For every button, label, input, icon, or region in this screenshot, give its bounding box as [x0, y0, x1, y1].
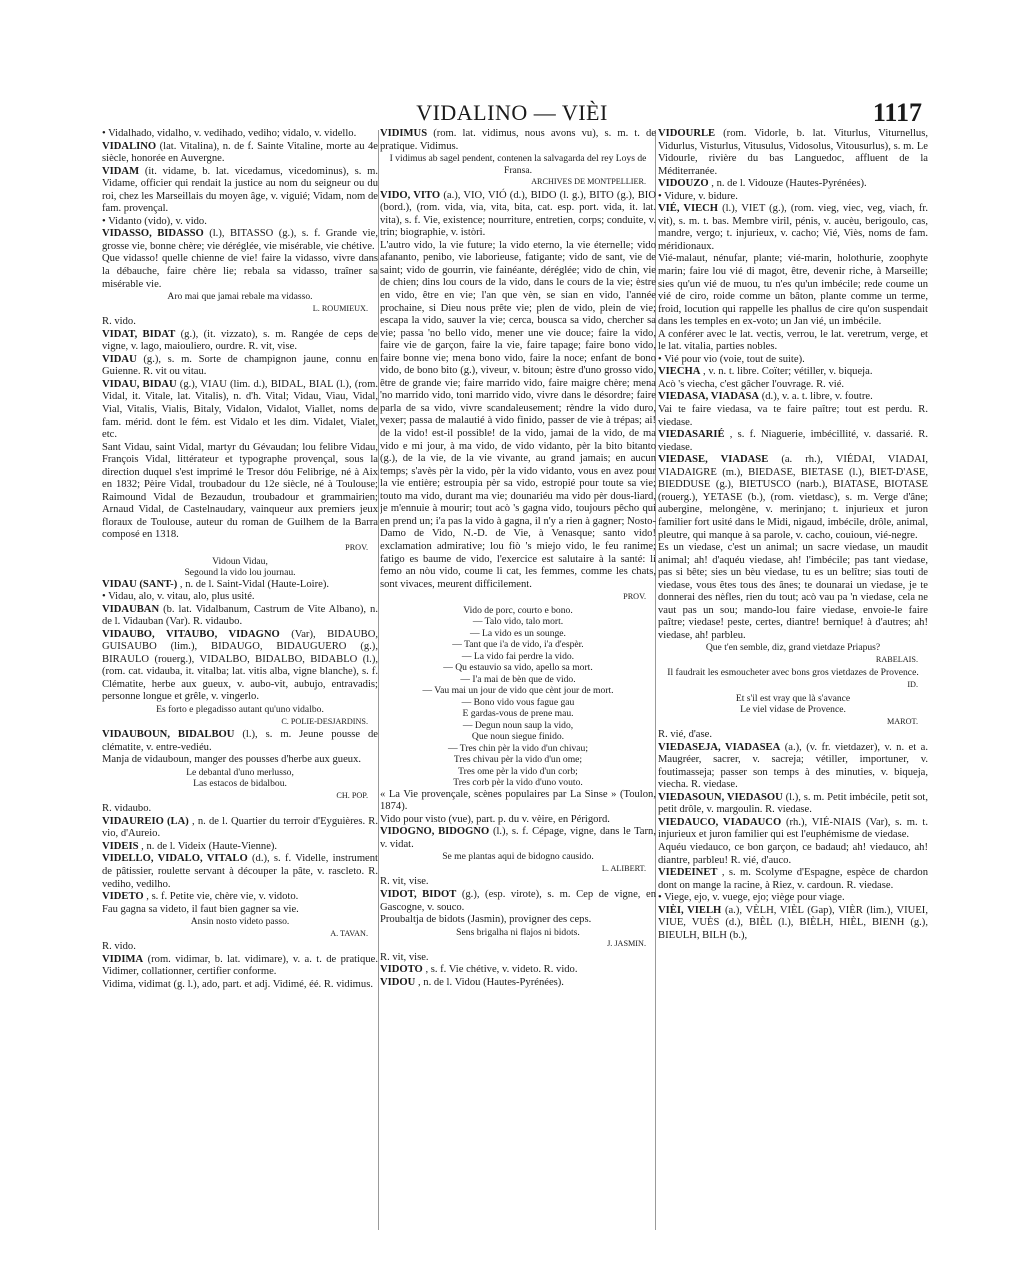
quotation-line: E gardas-vous de prene mau. [462, 708, 574, 720]
entry-headword: VIEDAUCO, VIADAUCO [658, 816, 782, 828]
dictionary-entry [102, 141, 378, 166]
dictionary-entry [102, 354, 378, 379]
entry-text: Fau gagna sa videto, il faut bien gagner sa vie. [102, 903, 299, 915]
entry-text: , v. n. t. libre. Coïter; vétiller, v. biqueja. [703, 366, 873, 378]
quotation-line: Le debantal d'uno merlusso, [186, 766, 294, 778]
dictionary-entry [102, 891, 378, 904]
entry-text: Vié-malaut, nénufar, plante; vié-marin, holothurie, zoophyte marin; faire lou vié di magot, être, devenir riche, à Marseille; sies qu'un vié de muou, tu n'es qu'un imbécile; rede coume un vié de ciro, roide comme un bâton, plante comme un terme, froid, locution qui rappelle les phallus de cire qu'on suspendait dans les temples en ex-voto; un Jan vié, un imbécile. [658, 253, 928, 328]
column-middle [380, 128, 656, 1233]
entry-text: R. vidaubo. [102, 803, 152, 815]
entry-headword: VIECHA [658, 366, 701, 378]
quotation-line: — Qu estauvio sa vido, apello sa mort. [443, 662, 593, 674]
entry-paragraph [658, 191, 928, 204]
entry-paragraph [102, 979, 378, 992]
entry-paragraph [102, 591, 378, 604]
entry-headword: VIÉ, VIECH [658, 203, 719, 215]
quotation-line: — Vau mai un jour de vido que cènt jour de mort. [422, 685, 614, 697]
entry-text: (it. vidame, b. lat. vicedamus, vicedominus), s. m. Vidame, officier qui rendait la justice au nom du seigneur ou du roi, chez les Marseillais du moyen âge, v. viguié; Vidam, nom de fam. provençal. [102, 165, 378, 215]
entry-text: (l.), BITASSO (g.), s. f. Grande vie, grosse vie, bonne chère; vie déréglée, vie misérable, vie chétive. [102, 228, 378, 252]
entry-text: (Var), BIDAUBO, GUISAUBO (lim.), BIDAUGO, BIDAUGUERO (g.), BIRAULO (rouerg.), VIDALBO, BIDALBO, BIDABLO (l.), (rom. cat. vidauba, it. vitalba; lat. vitis alba, vigne blanche), s. f. Clématite, herbe aux gueux, v. aubo-vit, aubujo, entravadis; personne longue et grêle, v. vingerlo. [102, 628, 378, 703]
entry-paragraph [380, 240, 656, 591]
entry-text: R. vié, d'ase. [658, 729, 712, 741]
entry-text: (a.), VÈLH, VIÈL (Gap), VIÈR (lim.), VIUEI, VIUE, VUÈS (d.), BIÈL (l.), BIÈLH, HIÈL, BIENH (g.), BIEULH, BILH (b.), [658, 904, 928, 941]
entry-paragraph [658, 253, 928, 328]
quotation-line: Segound la vido lou journau. [184, 567, 296, 579]
entry-text: (b. lat. Vidalbanum, Castrum de Vite Albano), n. de l. Vidauban (Var). R. vidaubo. [102, 603, 378, 628]
entry-text: A conférer avec le lat. vectis, verrou, le lat. veretrum, verge, et le lat. vitalia, parties nobles. [658, 328, 928, 353]
entry-text: Proubaltja de bidots (Jasmin), provigner des ceps. [380, 914, 592, 926]
entry-headword: VIDAT, BIDAT [102, 328, 176, 340]
quotation-line: Et s'il est vray que là s'avance [735, 692, 851, 704]
entry-paragraph [102, 904, 378, 917]
entry-paragraph [102, 216, 378, 229]
quotation-source: CH. POP. [336, 790, 368, 800]
dictionary-entry [658, 817, 928, 842]
entry-text: • Vidanto (vido), v. vido. [102, 215, 207, 227]
entry-paragraph [102, 128, 378, 141]
quotation-line: Tres chivau pèr la vido d'un ome; [453, 754, 583, 766]
quotation-line: — I'a mai de bèn que de vido. [460, 673, 576, 685]
entry-paragraph [102, 442, 378, 542]
dictionary-entry [102, 629, 378, 704]
entry-text: (rom. lat. vidimus, nous avons vu), s. m. t. de pratique. Vidimus. [380, 128, 656, 152]
entry-text: R. vit, vise. [380, 951, 429, 963]
column-right [658, 128, 928, 1233]
quotation-line: — La vido es un sounge. [470, 627, 566, 639]
dictionary-entry [102, 816, 378, 841]
quotation-line: Tres corb pèr la vido d'uno vouto. [453, 777, 583, 789]
entry-text: (d.), v. a. t. libre, v. foutre. [761, 391, 873, 403]
entry-headword: VIDOUZO [658, 178, 709, 190]
entry-text: • Vidau, alo, v. vitau, alo, plus usité. [102, 591, 255, 603]
entry-text: , s. f. Niaguerie, imbécillité, v. dassarié. R. viedase. [658, 429, 928, 453]
dictionary-entry [658, 391, 928, 404]
entry-headword: VIDOT, BIDOT [380, 889, 457, 901]
entry-text: (d.), s. f. Videlle, instrument de pâtissier, roulette servant à découper la pâte, v. rascleto. R. vediho, vedilho. [102, 853, 378, 890]
quotation-line: — Bono vido vous fague gau [461, 696, 575, 708]
quotation-line: Es forto e plegadisso autant qu'uno vidalbo. [156, 704, 324, 716]
entry-paragraph [380, 814, 656, 827]
dictionary-entry [658, 742, 928, 792]
dictionary-entry [380, 889, 656, 914]
entry-text: , n. de l. Vidou (Hautes-Pyrénées). [417, 976, 564, 988]
entry-text: R. vido. [102, 316, 136, 328]
entry-headword: VIDOU [380, 976, 416, 988]
entry-headword: VIDALINO [102, 140, 157, 152]
quotation-source: MAROT. [886, 716, 918, 726]
column-left [102, 128, 378, 1233]
entry-text: Manja de vidauboun, manger des pousses d'herbe aux gueux. [102, 754, 362, 766]
entry-text: (a. rh.), VIÉDAI, VIADAI, VIADAIGRE (m.), BIEDASE, BIETASE (l.), BIET-D'ASE, BIEDDUSE (g.), BIETUSCO (narb.), BIATASE, BIOTASE (rouerg.), YETASE (b.), (rom. vietdasc), s. m. Verge d'âne; aubergine, melongène, v. merinjano; t. injurieux et juron familier fort usité dans le Midi, nigaud, imbécile, drôle, animal, pleutre, qui manque à sa parole, v. cacho, couioun, vié-negre. [658, 454, 928, 541]
entry-text: (lat. Vitalina), n. de f. Sainte Vitaline, morte au 4e siècle, honorée en Auvergne. [102, 140, 378, 165]
entry-text: (l.), VIET (g.), (rom. vieg, viec, veg, viach, fr. vit), s. m. t. bas. Membre viril, pénis, v. aucèu, berigoulo, cas, mandre, vergo; t. injurieux, v. cacho; Vié, Viès, noms de fam. méridionaux. [658, 203, 928, 252]
entry-headword: VIDOTO [380, 964, 423, 976]
entry-paragraph [658, 542, 928, 642]
entry-paragraph [380, 789, 656, 814]
dictionary-entry [380, 977, 656, 990]
dictionary-entry [380, 190, 656, 240]
entry-text: R. vido. [102, 941, 136, 953]
entry-paragraph [102, 941, 378, 954]
entry-paragraph [658, 842, 928, 867]
dictionary-entry [658, 366, 928, 379]
entry-headword: VIDELLO, VIDALO, VITALO [102, 853, 248, 865]
dictionary-entry [102, 166, 378, 216]
dictionary-entry [658, 178, 928, 191]
entry-headword: VIDAU (SANT-) [102, 578, 178, 590]
quotation-source: L. ROUMIEUX. [312, 303, 368, 313]
quotation-line: Que t'en semble, diz, grand vietdaze Priapus? [705, 642, 881, 654]
quotation-source: ID. [907, 679, 918, 689]
entry-headword: VIDAM [102, 165, 140, 177]
dictionary-entry [102, 228, 378, 253]
entry-text: • Viege, ejo, v. vuege, ejo; viège pour viage. [658, 892, 845, 904]
quotation-line: Las estacos de bidalbou. [193, 778, 287, 790]
quotation-line: Aro mai que jamai rebale ma vidasso. [167, 291, 313, 303]
entry-headword: VIDAUBAN [102, 603, 160, 615]
entry-headword: VIDAU, BIDAU [102, 378, 177, 390]
quotation-source: RABELAIS. [875, 654, 918, 664]
dictionary-entry [102, 604, 378, 629]
entry-text: (l.), s. m. Petit imbécile, petit sot, petit drôle, v. margoulin. R. viedase. [658, 791, 928, 816]
dictionary-entry [102, 841, 378, 854]
entry-headword: VIEDASA, VIADASA [658, 391, 760, 403]
quotation-line: Tres ome pèr la vido d'un corb; [458, 765, 578, 777]
dictionary-entry [658, 429, 928, 454]
entry-text: , n. de l. Quartier du terroir d'Eyguières. R. vio, d'Aureio. [102, 815, 378, 840]
entry-text: (rom. Vidorle, b. lat. Viturlus, Viturnellus, Vidurlus, Visturlus, Vitusulus, Vidosolus, Vitousurlus), s. m. Le Vidourle, rivière du bas Languedoc, affluent de la Méditerranée. [658, 128, 928, 177]
dictionary-entry [102, 379, 378, 442]
entry-headword: VIDAU [102, 353, 137, 365]
entry-text: (a.), VIO, VIÓ (d.), BIDO (l. g.), BITO (g.), BIO (bord.), (rom. vida, via, vita, bita, cat. esp. port. vida, it. lat. vita), s. f. Vie, existence; nourriture, entretien, corps; conduite, v. trin; biographie, v. istòri. [380, 189, 656, 239]
entry-text: Aquéu viedauco, ce bon garçon, ce badaud; ah! viedauco, ah! diantre, parbleu! R. vié, d'auco. [658, 841, 928, 866]
entry-text: , s. f. Petite vie, chère vie, v. vidoto. [146, 891, 299, 903]
entry-text: (l.), s. m. Jeune pousse de clématite, v. entre-vediéu. [102, 729, 378, 753]
quotation-line: — Tant que i'a de vido, i'a d'espèr. [452, 639, 584, 651]
entry-text: • Vié pour vio (voie, tout de suite). [658, 353, 805, 365]
entry-text: (a.), (v. fr. vietdazer), v. n. et a. Maugréer, sacrer, v. sacreja; vétiller, importuner, v. foutimasseja; passer son temps à des minuties, v. biqueja, viecha. R. viedase. [658, 741, 928, 791]
entry-text: (l.), s. f. Cépage, vigne, dans le Tarn, v. vidat. [380, 826, 656, 850]
dictionary-entry [658, 905, 928, 943]
quotation-line: Vidoun Vidau, [212, 555, 268, 567]
quotation-source: ARCHIVES DE MONTPELLIER. [531, 177, 646, 187]
entry-text: • Vidalhado, vidalho, v. vedihado, vediho; vidalo, v. vidello. [102, 128, 357, 139]
entry-text: Acò 's viecha, c'est gâcher l'ouvrage. R. vié. [658, 378, 845, 390]
quotation-line: — Talo vido, talo mort. [472, 616, 564, 628]
entry-text: (rh.), VIÉ-NIAIS (Var), s. m. t. injurieux et juron familier qui est l'euphémisme de viedase. [658, 816, 928, 841]
entry-text: Vidima, vidimat (g. l.), ado, part. et adj. Vidimé, éé. R. vidimus. [102, 978, 373, 990]
entry-paragraph [102, 754, 378, 767]
dictionary-entry [658, 203, 928, 253]
entry-text: Sant Vidau, saint Vidal, martyr du Gévaudan; lou felibre Vidau, François Vidal, littérateur et typographe provençal, sous la direction duquel s'est imprimé le Tresor dóu Felibrige, né à Aix en 1832; Pèire Vidal, troubadour du 12e siècle, né à Toulouse; Raimound Vidal de Bezaudun, troubadour et grammairien; Arnaud Vidal, de Castelnaudary, vainqueur aux premiers jeux floraux de Toulouse, auteur du roman de Guilhem de la Barra composé en 1318. [102, 441, 378, 541]
dictionary-entry [658, 454, 928, 542]
entry-text: , s. m. Scolyme d'Espagne, espèce de chardon dont on mange la racine, à Riez, v. cardoun. R. viedase. [658, 867, 928, 891]
entry-headword: VIEDEINET [658, 867, 718, 879]
quotation-line: — La vido fai perdre la vido. [461, 650, 575, 662]
entry-text: Vido pour visto (vue), part. p. du v. vèire, en Périgord. [380, 813, 610, 825]
entry-text: , n. de l. Vidouze (Hautes-Pyrénées). [711, 178, 867, 190]
entry-headword: VIDAUBO, VITAUBO, VIDAGNO [102, 628, 280, 640]
quotation-line: Que noun siegue finido. [471, 731, 565, 743]
entry-paragraph [380, 952, 656, 965]
quotation-line: — Degun noun saup la vido, [462, 719, 574, 731]
quotation-line: I vidimus ab sagel pendent, contenen la salvagarda del rey Loys de Fransa. [389, 153, 647, 176]
entry-headword: VIDASSO, BIDASSO [102, 228, 204, 240]
entry-text: Es un viedase, c'est un animal; un sacre viedase, un maudit animal; ah! d'aquéu viedase, ah! l'imbécile; pas tant viedase, pas si bête; sies un bèu viedase, tu es un belître; sias touti de viedase, vous êtes tous des ânes; te dounarai un viedase, je te donnerai des nèfles, rien du tout; acò vau pa 'n viedase, cela ne vaut pas un sou; mando-lou faire viedase, envoie-le faire paître; viedase! peste, certes, diantre! bernique! à d'autres; ah! viedase, ah! parbleu. [658, 542, 928, 641]
entry-paragraph [380, 914, 656, 927]
entry-paragraph [658, 404, 928, 429]
entry-text: L'autro vido, la vie future; la vido eterno, la vie éternelle; vido afananto, penibo, vie laborieuse, fatigante; vido de sant, vie de saint; vido de gourrin, vie fainéante, déréglée; vido de chin, vie de chien; dins lou cours de la vido, dans le cours de la vie; èstre en vido, être en vie; l'an que vèn, se sian en vido, l'année prochaine, si Dieu nous prête vie; plen de vido, plein de vie; escapa la vido, sauver la vie; cerca, bousca sa vido, chercher sa vie; passa 'no bello vido, mener une vie douce; faire la vido, faire vie de garçon, faire la vie, faire tapage; faire bono vido, faire bonne vie; mena bono vido, faire la noce; enfant de bono vido, de bono bito (g.), viveur, v. bitoun; èstre d'uno grosso vido, être de grande vie; faire marrido vido, faire maigre chère; mena 'no marrido vido, toni marrido vido, vivre dans le désordre; faire parla de sa vido, vivre scandaleusement; rèndre la vido duro, vexer; passa de malautié à vido finido, passer de vie à trépas; ai! de la vido! est-il possible! de la vido, jamai de la vido, de ma vido e mi jour, à ma vido, de vido vidanto, pèr la bito bitanto (g.), de la vie, de la vie vivante, au grand jamais; en aucun temps; s'avès pèr la vido, pèr la vido vidanto, vous en avez pour la vie entière; estroupia pèr sa vido, estropié pour toute sa vie; touto ma vido, durant ma vie; dounariéu ma vido pèr dous-liard, je m'ennuie à mourir; tout acò 's gagna vido, toujours pêcho qui en prend un; i'a pas la vido à gagna, il n'y a rien à gagner; Nosto-Damo de Vido, N.-D. de Vie, à Venasque; santo vido! exclamation admirative; lou fiò 's miejo vido, le feu ranime; fatigo es baume de vido, l'exercice est salutaire à la santé: li femo an nòu vido, coume li cat, les femmes, comme les chats, sont vivaces, meurent difficilement. [380, 239, 656, 590]
entry-text: Vai te faire viedasa, va te faire paître; tout est perdu. R. viedase. [658, 404, 928, 428]
dictionary-entry [102, 729, 378, 754]
quotation-line: Il faudrait les esmoucheter avec bons gros vietdazes de Provence. [667, 667, 919, 679]
dictionary-entry [102, 954, 378, 979]
dictionary-entry [102, 579, 378, 592]
entry-text: , n. de l. Saint-Vidal (Haute-Loire). [179, 578, 330, 590]
entry-headword: VIDIMA [102, 953, 144, 965]
entry-headword: VIDOURLE [658, 128, 716, 139]
entry-headword: VIDEIS [102, 840, 139, 852]
entry-headword: VIDETO [102, 891, 144, 903]
quotation-source: PROV. [623, 592, 646, 602]
entry-paragraph [102, 316, 378, 329]
entry-paragraph [658, 354, 928, 367]
quotation-source: L. ALIBERT. [601, 863, 646, 873]
entry-headword: VIDIMUS [380, 128, 428, 139]
entry-headword: VIÈI, VIELH [658, 904, 722, 916]
quotation-line: Le viel vidase de Provence. [740, 704, 846, 716]
dictionary-entry [658, 792, 928, 817]
dictionary-entry [380, 964, 656, 977]
entry-text: (g.), (it. vizzato), s. m. Rangée de ceps de vigne, v. lago, maiouliero, ourdre. R. vit, vise. [102, 328, 378, 353]
quotation-line: — Tres chin pèr la vido d'un chivau; [447, 742, 589, 754]
entry-paragraph [102, 253, 378, 291]
entry-text: R. vit, vise. [380, 876, 429, 888]
entry-paragraph [658, 329, 928, 354]
entry-headword: VIDAUBOUN, BIDALBOU [102, 729, 235, 741]
column-divider [378, 130, 379, 1230]
entry-headword: VIEDASEJA, VIADASEA [658, 741, 781, 753]
dictionary-entry [658, 128, 928, 178]
entry-text: • Vidure, v. bidure. [658, 190, 738, 202]
entry-text: (rom. vidimar, b. lat. vidimare), v. a. t. de pratique. Vidimer, collationner, certifier conforme. [102, 953, 378, 978]
entry-headword: VIEDASARIÉ [658, 429, 725, 441]
quotation-line: Vido de porc, courto e bono. [463, 604, 573, 616]
quotation-line: Se me plantas aqui de bidogno causido. [442, 851, 594, 863]
dictionary-entry [380, 826, 656, 851]
dictionary-entry [102, 329, 378, 354]
quotation-source: PROV. [345, 543, 368, 552]
quotation-source: J. JASMIN. [607, 939, 646, 949]
dictionary-entry [380, 128, 656, 153]
entry-text: , n. de l. Videix (Haute-Vienne). [141, 840, 278, 852]
entry-text: (g.), s. m. Sorte de champignon jaune, connu en Guienne. R. vit ou vitau. [102, 353, 378, 378]
entry-headword: VIDO, VITO [380, 189, 441, 201]
entry-text: Que vidasso! quelle chienne de vie! faire la vidasso, vivre dans la débauche, faire chère lie; rebala sa vidasso, traîner sa misérable vie. [102, 253, 378, 290]
entry-text: (g.), (esp. virote), s. m. Cep de vigne, en Gascogne, v. souco. [380, 889, 656, 913]
entry-paragraph [380, 876, 656, 889]
entry-paragraph [658, 729, 928, 742]
page-number: 1117 [872, 98, 922, 127]
entry-paragraph [102, 803, 378, 816]
running-title: VIDALINO — VIÈI [416, 100, 608, 125]
page-header [102, 100, 922, 130]
entry-paragraph [658, 379, 928, 392]
dictionary-entry [658, 867, 928, 892]
entry-text: (g.), VIAU (lim. d.), BIDAL, BIAL (l.), (rom. Vidal, it. Vitale, lat. Vitalis), n. d'h. Vital; Vidau, Viau, Vidal, Vial, Vitalis, Vialis, Bitaly, Vidalon, Vidalot, Viallet, noms de fam. mérid. dont le fém. est Vidalo et les dim. Vidalet, Vialet, etc. [102, 378, 378, 441]
dictionary-entry [102, 853, 378, 891]
entry-text: « La Vie provençale, scènes populaires par La Sinse » (Toulon, 1874). [380, 788, 656, 813]
quotation-source: C. POLIE-DESJARDINS. [281, 716, 368, 726]
entry-headword: VIEDASOUN, VIEDASOU [658, 791, 783, 803]
quotation-source: A. TAVAN. [330, 928, 368, 938]
entry-headword: VIEDASE, VIADASE [658, 454, 769, 466]
entry-paragraph [658, 892, 928, 905]
entry-text: , s. f. Vie chétive, v. videto. R. vido. [425, 964, 578, 976]
entry-headword: VIDOGNO, BIDOGNO [380, 826, 490, 838]
quotation-line: Ansin nosto videto passo. [190, 916, 290, 928]
entry-headword: VIDAUREIO (LA) [102, 815, 189, 827]
quotation-line: Sens brigalha ni flajos ni bidots. [456, 926, 580, 938]
